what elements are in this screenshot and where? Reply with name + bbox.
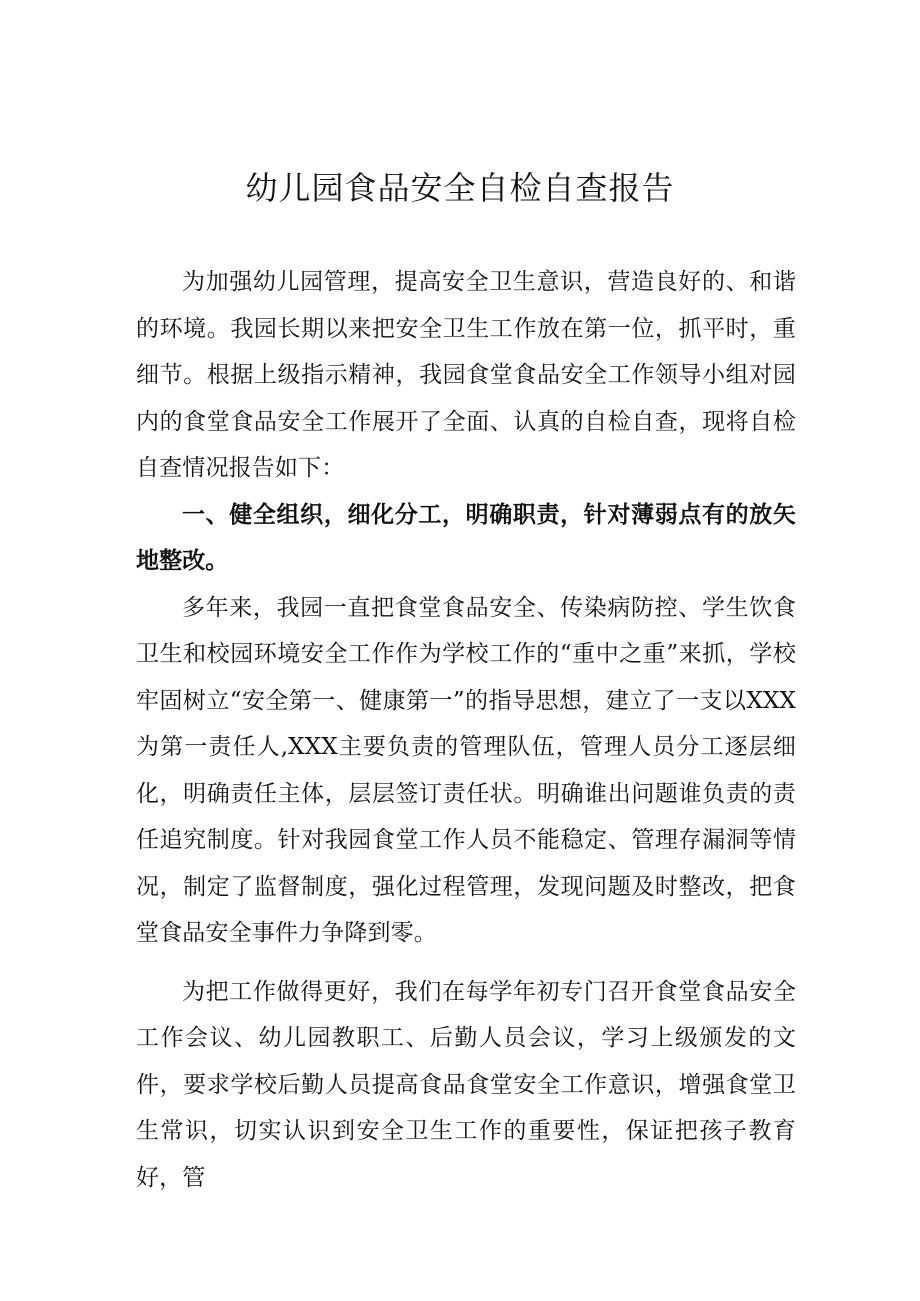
section-1-paragraph-1: 多年来，我园一直把食堂食品安全、传染病防控、学生饮食卫生和校园环境安全工作作为学校工作的“重中之重”来抓，学校牢固树立“安全第一、健康第一”的指导思想，建立了一支以XXX为第一责任人,XXX主要负责的管理队伍，管理人员分工逐层细化，明确责任主体，层层签订责任状。明确谁出问题谁负责的责任追究制度。针对我园食堂工作人员不能稳定、管理存漏洞等情况，制定了监督制度，强化过程管理，发现问题及时整改，把食堂食品安全事件力争降到零。 bbox=[136, 594, 796, 946]
intro-paragraph: 为加强幼儿园管理，提高安全卫生意识，营造良好的、和谐的环境。我园长期以来把安全卫生工作放在第一位，抓平时，重细节。根据上级指示精神，我园食堂食品安全工作领导小组对园内的食堂食品安全工作展开了全面、认真的自检自查，现将自检自查情况报告如下： bbox=[136, 269, 796, 481]
section-1-heading: 一、健全组织，细化分工，明确职责，针对薄弱点有的放矢地整改。 bbox=[136, 501, 796, 574]
section-1-paragraph-2: 为把工作做得更好，我们在每学年初专门召开食堂食品安全工作会议、幼儿园教职工、后勤人员会议，学习上级颁发的文件，要求学校后勤人员提高食品食堂安全工作意识，增强食堂卫生常识，切实认识到安全卫生工作的重要性，保证把孩子教育好，管 bbox=[136, 978, 796, 1191]
document-body bbox=[136, 259, 796, 1201]
page-title: 幼儿园食品安全自检自查报告 bbox=[245, 169, 675, 207]
paragraph-spacing bbox=[136, 957, 796, 969]
